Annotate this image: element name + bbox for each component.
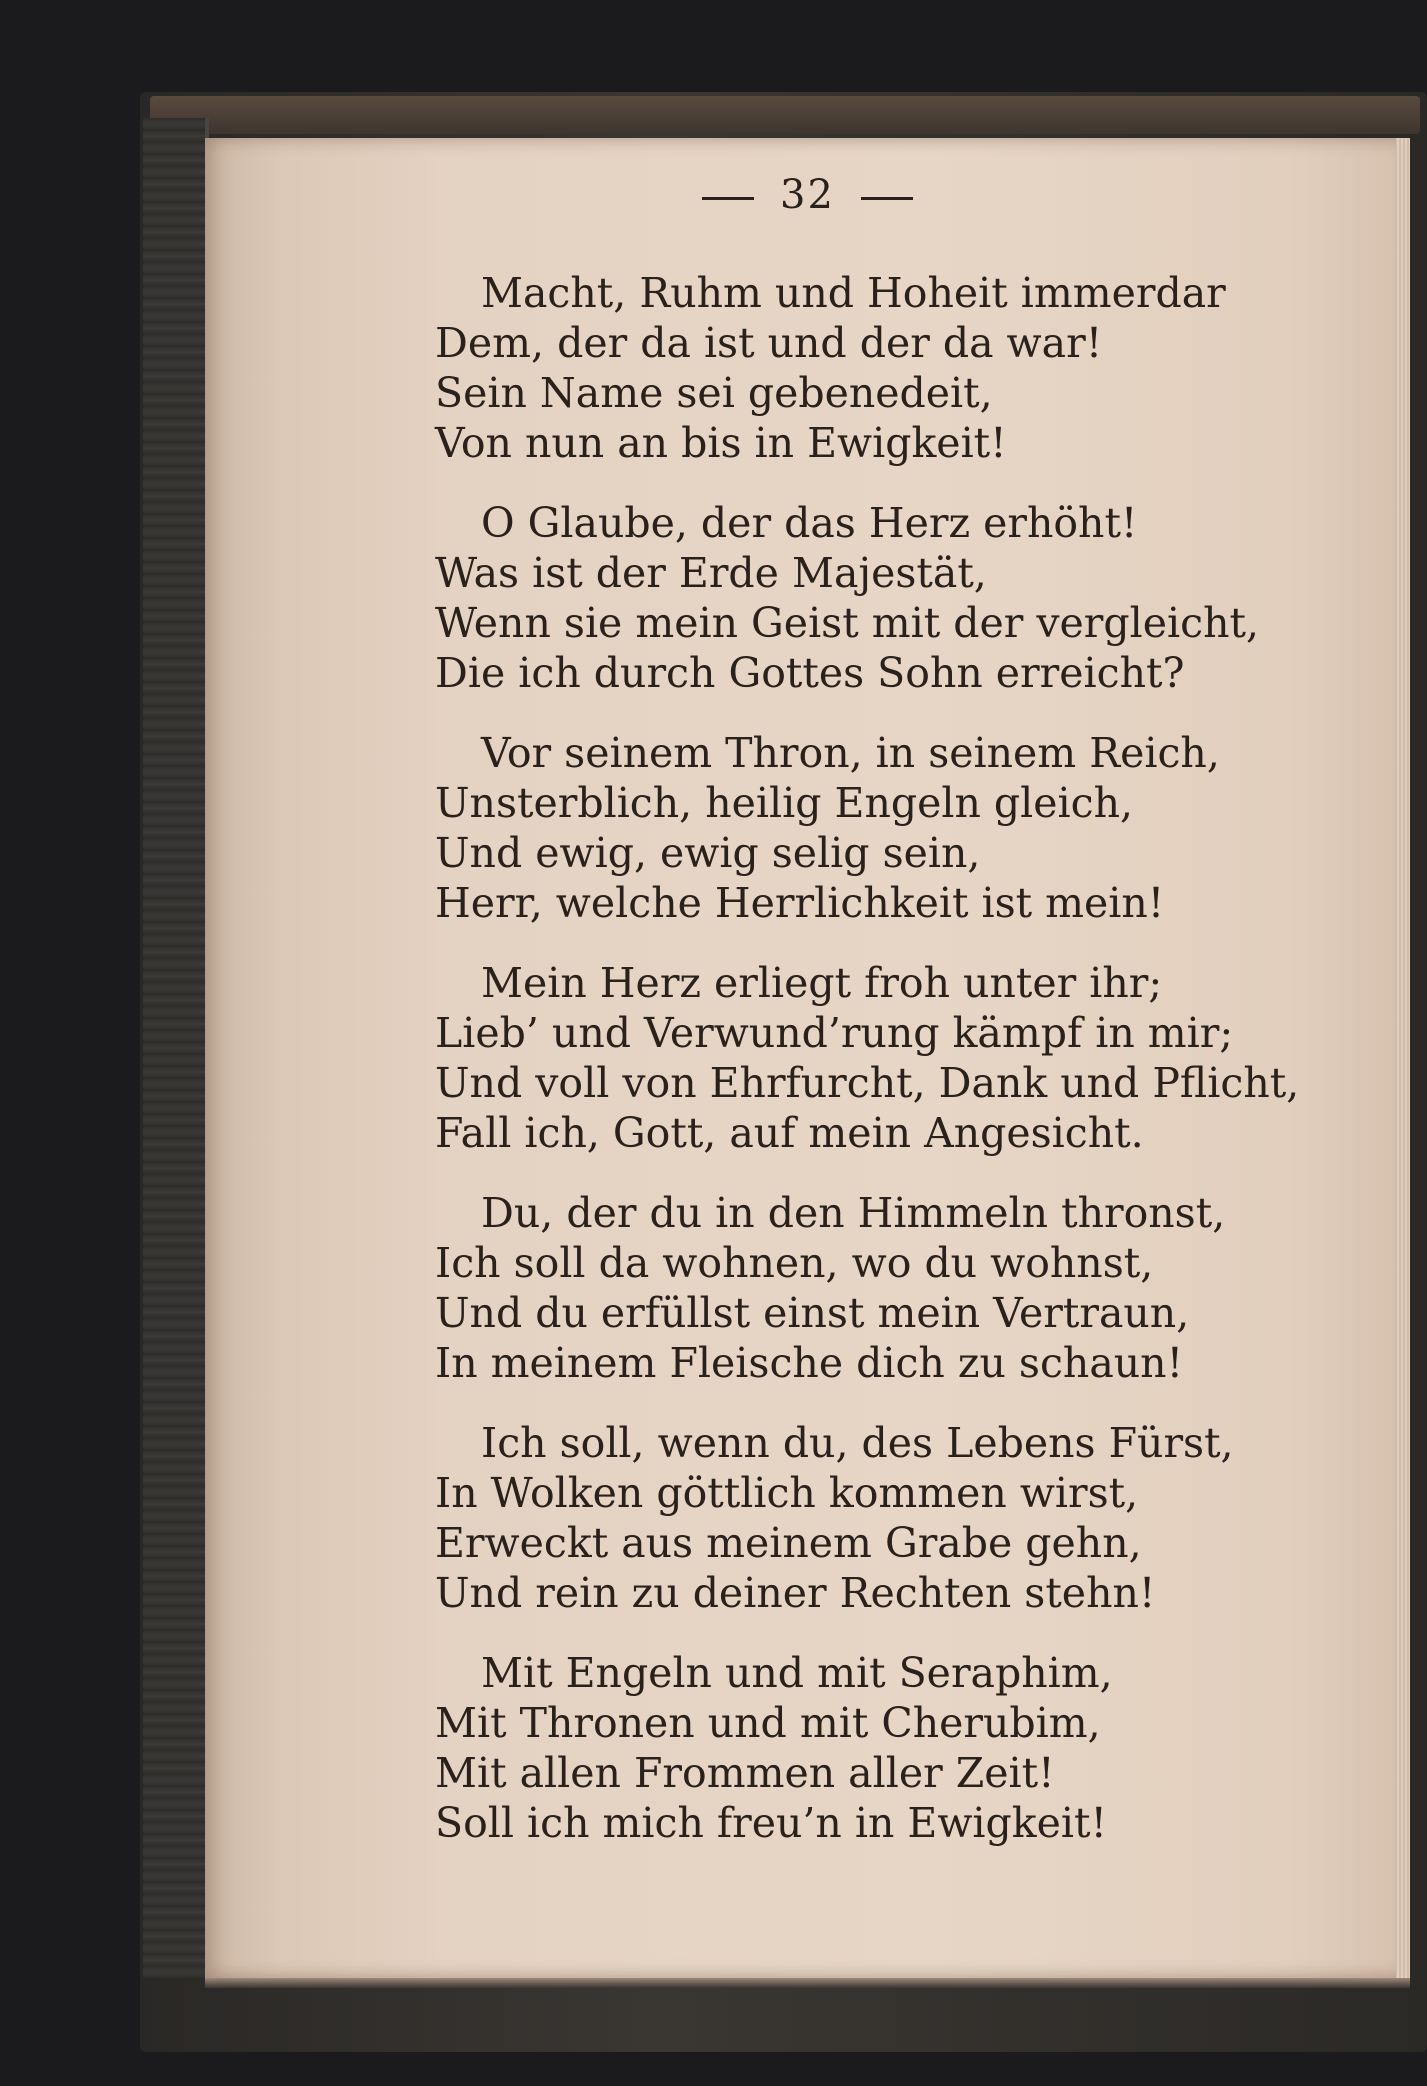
poem-line: Vor seinem Thron, in seinem Reich, xyxy=(481,729,1220,777)
stanza xyxy=(435,1188,1395,1388)
poem-line: Und du erfüllst einst mein Vertraun, xyxy=(435,1289,1190,1337)
poem-line: Wenn sie mein Geist mit der vergleicht, xyxy=(435,599,1260,647)
poem-line: Soll ich mich freu’n in Ewigkeit! xyxy=(435,1799,1107,1847)
cover-top-edge xyxy=(150,96,1420,134)
poem-line: Mit Engeln und mit Seraphim, xyxy=(481,1649,1113,1697)
poem-line: Sein Name sei gebenedeit, xyxy=(435,369,993,417)
poem-line: Unsterblich, heilig Engeln gleich, xyxy=(435,779,1134,827)
poem-line: Was ist der Erde Majestät, xyxy=(435,549,987,597)
poem-line: O Glaube, der das Herz erhöht! xyxy=(481,499,1138,547)
poem-line: Mit Thronen und mit Cherubim, xyxy=(435,1699,1101,1747)
poem-line: Ich soll da wohnen, wo du wohnst, xyxy=(435,1239,1154,1287)
page-fore-edge xyxy=(1396,138,1410,1978)
poem-line: Und ewig, ewig selig sein, xyxy=(435,829,981,877)
poem-text xyxy=(435,268,1395,1878)
poem-line: Von nun an bis in Ewigkeit! xyxy=(435,419,1007,467)
stanza xyxy=(435,268,1395,468)
poem-line: Macht, Ruhm und Hoheit immerdar xyxy=(481,269,1226,317)
poem-line: Und voll von Ehrfurcht, Dank und Pflicht, xyxy=(435,1059,1300,1107)
book-spine xyxy=(143,118,209,1978)
poem-line: Du, der du in den Himmeln thronst, xyxy=(481,1189,1226,1237)
poem-line: Fall ich, Gott, auf mein Angesicht. xyxy=(435,1109,1144,1157)
poem-line: In Wolken göttlich kommen wirst, xyxy=(435,1469,1139,1517)
page-header xyxy=(205,172,1410,218)
book-page xyxy=(205,138,1410,1978)
poem-line: Mit allen Frommen aller Zeit! xyxy=(435,1749,1055,1797)
page-number: 32 xyxy=(780,172,835,218)
poem-line: Dem, der da ist und der da war! xyxy=(435,319,1103,367)
poem-line: Und rein zu deiner Rechten stehn! xyxy=(435,1569,1156,1617)
poem-line: Erweckt aus meinem Grabe gehn, xyxy=(435,1519,1142,1567)
poem-line: Herr, welche Herrlichkeit ist mein! xyxy=(435,879,1165,927)
stanza xyxy=(435,498,1395,698)
page-bottom-edge xyxy=(205,1978,1410,1988)
stanza xyxy=(435,1648,1395,1848)
poem-line: Die ich durch Gottes Sohn erreicht? xyxy=(435,649,1185,697)
poem-line: Ich soll, wenn du, des Lebens Fürst, xyxy=(481,1419,1234,1467)
poem-line: Lieb’ und Verwund’rung kämpf in mir; xyxy=(435,1009,1234,1057)
stanza xyxy=(435,958,1395,1158)
header-dash-right xyxy=(861,197,913,200)
header-dash-left xyxy=(702,197,754,200)
poem-line: In meinem Fleische dich zu schaun! xyxy=(435,1339,1184,1387)
poem-line: Mein Herz erliegt froh unter ihr; xyxy=(481,959,1163,1007)
stanza xyxy=(435,1418,1395,1618)
stanza xyxy=(435,728,1395,928)
